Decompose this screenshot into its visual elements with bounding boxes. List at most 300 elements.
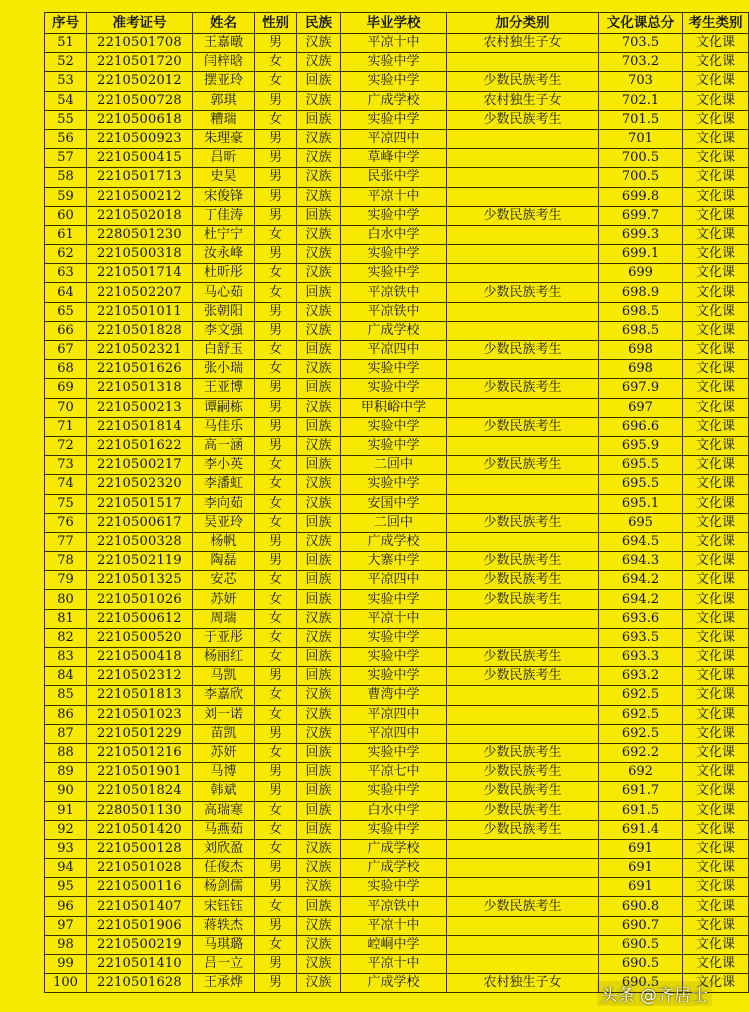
cell-ethnicity: 汉族 [297,264,341,283]
cell-seq: 74 [45,475,87,494]
cell-gender: 女 [255,743,297,762]
cell-candidate-type: 文化课 [683,743,749,762]
cell-bonus-type [447,955,599,974]
cell-exam-id: 2210501028 [87,859,193,878]
cell-school: 实验中学 [341,782,447,801]
cell-total-score: 693.5 [599,628,683,647]
cell-name: 吕昕 [193,149,255,168]
cell-exam-id: 2210500728 [87,91,193,110]
cell-total-score: 693.2 [599,667,683,686]
cell-bonus-type [447,532,599,551]
cell-gender: 男 [255,859,297,878]
cell-ethnicity: 汉族 [297,974,341,993]
cell-total-score: 699 [599,264,683,283]
table-row [45,225,749,244]
cell-ethnicity: 汉族 [297,168,341,187]
cell-candidate-type: 文化课 [683,206,749,225]
cell-gender: 男 [255,187,297,206]
cell-seq: 93 [45,839,87,858]
cell-bonus-type: 少数民族考生 [447,379,599,398]
cell-seq: 53 [45,72,87,91]
cell-candidate-type: 文化课 [683,724,749,743]
cell-bonus-type: 少数民族考生 [447,897,599,916]
cell-school: 平凉十中 [341,955,447,974]
cell-exam-id: 2210501325 [87,571,193,590]
cell-exam-id: 2210502312 [87,667,193,686]
table-row [45,782,749,801]
cell-candidate-type: 文化课 [683,590,749,609]
cell-exam-id: 2210502018 [87,206,193,225]
cell-total-score: 695.9 [599,436,683,455]
cell-exam-id: 2210502012 [87,72,193,91]
cell-seq: 57 [45,149,87,168]
cell-school: 广成学校 [341,974,447,993]
cell-seq: 54 [45,91,87,110]
cell-name: 杜昕彤 [193,264,255,283]
cell-seq: 90 [45,782,87,801]
cell-candidate-type: 文化课 [683,935,749,954]
cell-exam-id: 2210501026 [87,590,193,609]
table-row [45,590,749,609]
cell-gender: 女 [255,801,297,820]
table-row [45,283,749,302]
cell-seq: 97 [45,916,87,935]
cell-total-score: 692.5 [599,686,683,705]
cell-name: 王嘉暾 [193,34,255,53]
table-row [45,379,749,398]
cell-gender: 男 [255,667,297,686]
cell-gender: 男 [255,302,297,321]
cell-seq: 55 [45,110,87,129]
cell-ethnicity: 回族 [297,743,341,762]
cell-exam-id: 2210500617 [87,513,193,532]
cell-candidate-type: 文化课 [683,763,749,782]
cell-school: 实验中学 [341,743,447,762]
cell-ethnicity: 汉族 [297,935,341,954]
cell-name: 王亚博 [193,379,255,398]
cell-name: 谭嗣栋 [193,398,255,417]
cell-total-score: 691 [599,859,683,878]
cell-candidate-type: 文化课 [683,110,749,129]
cell-school: 实验中学 [341,820,447,839]
cell-bonus-type [447,129,599,148]
table-row [45,91,749,110]
cell-candidate-type: 文化课 [683,417,749,436]
cell-total-score: 699.8 [599,187,683,206]
cell-gender: 男 [255,436,297,455]
cell-seq: 79 [45,571,87,590]
cell-total-score: 690.5 [599,974,683,993]
cell-total-score: 693.3 [599,648,683,667]
cell-name: 苏妍 [193,590,255,609]
cell-exam-id: 2210501714 [87,264,193,283]
cell-candidate-type: 文化课 [683,628,749,647]
table-row [45,417,749,436]
table-row [45,187,749,206]
cell-school: 实验中学 [341,436,447,455]
cell-seq: 75 [45,494,87,513]
cell-total-score: 699.7 [599,206,683,225]
cell-candidate-type: 文化课 [683,686,749,705]
cell-exam-id: 2210500219 [87,935,193,954]
cell-name: 马燕茹 [193,820,255,839]
cell-gender: 女 [255,571,297,590]
cell-school: 实验中学 [341,590,447,609]
cell-ethnicity: 汉族 [297,149,341,168]
cell-seq: 95 [45,878,87,897]
table-row [45,341,749,360]
cell-seq: 76 [45,513,87,532]
cell-gender: 女 [255,935,297,954]
header-gender: 性别 [255,13,297,34]
cell-gender: 男 [255,34,297,53]
cell-bonus-type: 少数民族考生 [447,648,599,667]
cell-school: 二回中 [341,513,447,532]
cell-gender: 男 [255,552,297,571]
cell-total-score: 691.5 [599,801,683,820]
cell-exam-id: 2210500415 [87,149,193,168]
cell-ethnicity: 汉族 [297,302,341,321]
cell-ethnicity: 回族 [297,341,341,360]
cell-total-score: 695.5 [599,456,683,475]
cell-ethnicity: 汉族 [297,321,341,340]
cell-gender: 男 [255,206,297,225]
cell-gender: 女 [255,609,297,628]
cell-total-score: 694.3 [599,552,683,571]
cell-total-score: 692.5 [599,724,683,743]
cell-gender: 女 [255,341,297,360]
cell-seq: 70 [45,398,87,417]
cell-bonus-type [447,149,599,168]
cell-name: 摆亚玲 [193,72,255,91]
cell-candidate-type: 文化课 [683,245,749,264]
cell-name: 李嘉欣 [193,686,255,705]
cell-total-score: 699.3 [599,225,683,244]
cell-candidate-type: 文化课 [683,552,749,571]
cell-name: 任俊杰 [193,859,255,878]
cell-gender: 男 [255,398,297,417]
cell-seq: 66 [45,321,87,340]
cell-total-score: 690.8 [599,897,683,916]
cell-school: 二回中 [341,456,447,475]
table-row [45,129,749,148]
cell-exam-id: 2210500418 [87,648,193,667]
cell-name: 张朝阳 [193,302,255,321]
cell-exam-id: 2210500520 [87,628,193,647]
cell-gender: 男 [255,782,297,801]
cell-seq: 67 [45,341,87,360]
cell-bonus-type [447,494,599,513]
cell-ethnicity: 汉族 [297,494,341,513]
cell-bonus-type: 少数民族考生 [447,782,599,801]
cell-ethnicity: 汉族 [297,686,341,705]
cell-total-score: 694.2 [599,590,683,609]
cell-school: 实验中学 [341,360,447,379]
cell-exam-id: 2280501130 [87,801,193,820]
cell-name: 马博 [193,763,255,782]
cell-candidate-type: 文化课 [683,609,749,628]
cell-name: 杨丽红 [193,648,255,667]
cell-school: 民张中学 [341,168,447,187]
table-row [45,53,749,72]
cell-gender: 男 [255,878,297,897]
cell-exam-id: 2210501011 [87,302,193,321]
table-row [45,839,749,858]
table-row [45,955,749,974]
cell-school: 实验中学 [341,72,447,91]
cell-candidate-type: 文化课 [683,53,749,72]
cell-seq: 72 [45,436,87,455]
cell-school: 大寨中学 [341,552,447,571]
cell-school: 崆峒中学 [341,935,447,954]
cell-seq: 86 [45,705,87,724]
table-row [45,552,749,571]
cell-gender: 女 [255,513,297,532]
cell-gender: 男 [255,91,297,110]
cell-bonus-type [447,398,599,417]
cell-bonus-type: 少数民族考生 [447,513,599,532]
cell-gender: 男 [255,129,297,148]
table-row [45,878,749,897]
cell-school: 实验中学 [341,110,447,129]
cell-exam-id: 2210500923 [87,129,193,148]
header-ethnicity: 民族 [297,13,341,34]
cell-total-score: 692.2 [599,743,683,762]
cell-candidate-type: 文化课 [683,187,749,206]
cell-school: 平凉十中 [341,187,447,206]
cell-ethnicity: 回族 [297,667,341,686]
cell-school: 实验中学 [341,628,447,647]
cell-candidate-type: 文化课 [683,494,749,513]
cell-candidate-type: 文化课 [683,820,749,839]
cell-school: 平凉铁中 [341,897,447,916]
cell-exam-id: 2210502321 [87,341,193,360]
cell-total-score: 698.9 [599,283,683,302]
cell-seq: 96 [45,897,87,916]
cell-ethnicity: 回族 [297,820,341,839]
cell-school: 平凉四中 [341,724,447,743]
cell-gender: 男 [255,955,297,974]
cell-exam-id: 2210500116 [87,878,193,897]
cell-school: 实验中学 [341,264,447,283]
cell-gender: 男 [255,763,297,782]
cell-name: 马琪璐 [193,935,255,954]
cell-total-score: 698 [599,341,683,360]
cell-ethnicity: 汉族 [297,859,341,878]
cell-name: 李向茹 [193,494,255,513]
cell-seq: 89 [45,763,87,782]
cell-exam-id: 2210500213 [87,398,193,417]
cell-school: 实验中学 [341,417,447,436]
table-row [45,110,749,129]
cell-ethnicity: 汉族 [297,724,341,743]
table-row [45,532,749,551]
cell-ethnicity: 回族 [297,590,341,609]
cell-bonus-type [447,245,599,264]
cell-candidate-type: 文化课 [683,475,749,494]
cell-gender: 男 [255,321,297,340]
table-row [45,935,749,954]
cell-exam-id: 2210501720 [87,53,193,72]
cell-seq: 69 [45,379,87,398]
table-row [45,801,749,820]
cell-total-score: 696.6 [599,417,683,436]
cell-bonus-type [447,321,599,340]
cell-school: 平凉十中 [341,609,447,628]
cell-bonus-type [447,628,599,647]
cell-name: 苏妍 [193,743,255,762]
cell-name: 宋俊锋 [193,187,255,206]
cell-exam-id: 2210500612 [87,609,193,628]
cell-ethnicity: 回族 [297,283,341,302]
cell-total-score: 690.5 [599,935,683,954]
cell-candidate-type: 文化课 [683,801,749,820]
cell-ethnicity: 汉族 [297,436,341,455]
table-row [45,456,749,475]
cell-seq: 71 [45,417,87,436]
cell-school: 曹湾中学 [341,686,447,705]
cell-bonus-type [447,878,599,897]
cell-gender: 男 [255,168,297,187]
cell-exam-id: 2210502207 [87,283,193,302]
cell-name: 周瑞 [193,609,255,628]
cell-exam-id: 2210501713 [87,168,193,187]
cell-bonus-type [447,686,599,705]
cell-candidate-type: 文化课 [683,782,749,801]
cell-name: 闫梓晗 [193,53,255,72]
cell-name: 马佳乐 [193,417,255,436]
cell-seq: 59 [45,187,87,206]
cell-candidate-type: 文化课 [683,225,749,244]
cell-school: 实验中学 [341,379,447,398]
cell-exam-id: 2210501318 [87,379,193,398]
cell-bonus-type: 少数民族考生 [447,590,599,609]
table-row [45,628,749,647]
header-row [45,13,749,34]
cell-bonus-type: 少数民族考生 [447,283,599,302]
cell-candidate-type: 文化课 [683,72,749,91]
cell-ethnicity: 回族 [297,110,341,129]
cell-seq: 61 [45,225,87,244]
table-row [45,724,749,743]
cell-total-score: 691 [599,878,683,897]
cell-exam-id: 2210501828 [87,321,193,340]
cell-exam-id: 2210501622 [87,436,193,455]
cell-candidate-type: 文化课 [683,648,749,667]
cell-ethnicity: 回族 [297,648,341,667]
cell-seq: 51 [45,34,87,53]
table-row [45,916,749,935]
cell-name: 白舒玉 [193,341,255,360]
cell-total-score: 693.6 [599,609,683,628]
cell-school: 平凉十中 [341,34,447,53]
cell-candidate-type: 文化课 [683,34,749,53]
cell-name: 朱理豪 [193,129,255,148]
cell-seq: 62 [45,245,87,264]
cell-seq: 99 [45,955,87,974]
cell-gender: 女 [255,456,297,475]
cell-bonus-type: 少数民族考生 [447,801,599,820]
cell-total-score: 698.5 [599,302,683,321]
table-row [45,648,749,667]
cell-school: 广成学校 [341,532,447,551]
cell-bonus-type [447,187,599,206]
cell-gender: 女 [255,494,297,513]
cell-gender: 男 [255,724,297,743]
cell-name: 李小英 [193,456,255,475]
header-school: 毕业学校 [341,13,447,34]
cell-gender: 女 [255,897,297,916]
cell-school: 草峰中学 [341,149,447,168]
cell-candidate-type: 文化课 [683,341,749,360]
cell-name: 王承烨 [193,974,255,993]
cell-bonus-type: 少数民族考生 [447,341,599,360]
cell-bonus-type: 少数民族考生 [447,763,599,782]
cell-exam-id: 2210501216 [87,743,193,762]
cell-ethnicity: 回族 [297,782,341,801]
cell-school: 白水中学 [341,801,447,820]
cell-school: 广成学校 [341,91,447,110]
cell-name: 苗凯 [193,724,255,743]
table-row [45,475,749,494]
cell-total-score: 703.5 [599,34,683,53]
cell-bonus-type [447,302,599,321]
cell-name: 李文强 [193,321,255,340]
table-row [45,264,749,283]
cell-gender: 女 [255,72,297,91]
cell-exam-id: 2210501628 [87,974,193,993]
table-row [45,743,749,762]
cell-exam-id: 2210501410 [87,955,193,974]
table-body [45,34,749,993]
watermark: 头条 @齐居士 [597,981,712,1006]
cell-candidate-type: 文化课 [683,571,749,590]
cell-seq: 65 [45,302,87,321]
cell-bonus-type: 农村独生子女 [447,91,599,110]
cell-candidate-type: 文化课 [683,379,749,398]
cell-bonus-type: 少数民族考生 [447,417,599,436]
cell-seq: 63 [45,264,87,283]
cell-gender: 女 [255,686,297,705]
cell-name: 宋钰钰 [193,897,255,916]
cell-candidate-type: 文化课 [683,878,749,897]
cell-gender: 女 [255,53,297,72]
cell-exam-id: 2210502320 [87,475,193,494]
cell-gender: 男 [255,974,297,993]
cell-gender: 女 [255,590,297,609]
cell-candidate-type: 文化课 [683,955,749,974]
cell-gender: 男 [255,916,297,935]
table-row [45,168,749,187]
cell-candidate-type: 文化课 [683,705,749,724]
cell-bonus-type: 少数民族考生 [447,552,599,571]
cell-ethnicity: 回族 [297,72,341,91]
cell-school: 平凉四中 [341,571,447,590]
cell-school: 实验中学 [341,53,447,72]
cell-name: 高一涵 [193,436,255,455]
cell-bonus-type [447,264,599,283]
cell-name: 刘一诺 [193,705,255,724]
cell-exam-id: 2210501517 [87,494,193,513]
cell-bonus-type [447,360,599,379]
cell-school: 实验中学 [341,475,447,494]
cell-school: 平凉十中 [341,916,447,935]
cell-seq: 68 [45,360,87,379]
table-row [45,245,749,264]
cell-candidate-type: 文化课 [683,360,749,379]
cell-seq: 100 [45,974,87,993]
cell-seq: 92 [45,820,87,839]
